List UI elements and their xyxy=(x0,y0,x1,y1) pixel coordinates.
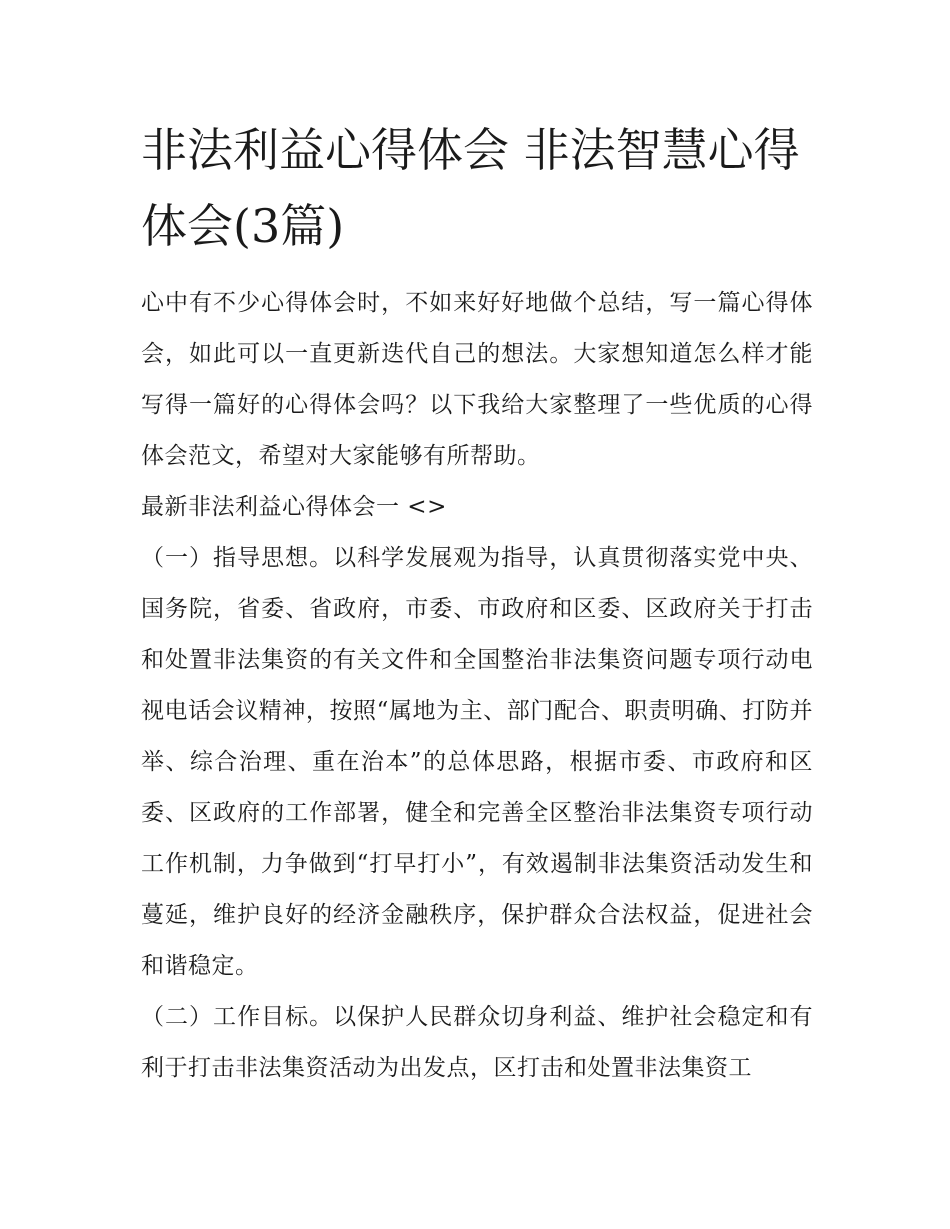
body-paragraph-2: （二）工作目标。以保护人民群众切身利益、维护社会稳定和有利于打击非法集资活动为出发点，区打击和处置非法集资工 xyxy=(141,1004,813,1081)
section-heading: 最新非法利益心得体会一 <> xyxy=(141,494,447,520)
document-page xyxy=(141,112,813,1094)
intro-paragraph: 心中有不少心得体会时，不如来好好地做个总结，写一篇心得体会，如此可以一直更新迭代自己的想法。大家想知道怎么样才能写得一篇好的心得体会吗？以下我给大家整理了一些优质的心得体会范文，希望对大家能够有所帮助。 xyxy=(141,290,813,469)
body-paragraph-1: （一）指导思想。以科学发展观为指导，认真贯彻落实党中央、国务院，省委、省政府，市委、市政府和区委、区政府关于打击和处置非法集资的有关文件和全国整治非法集资问题专项行动电视电话会议精神，按照“属地为主、部门配合、职责明确、打防并举、综合治理、重在治本”的总体思路，根据市委、市政府和区委、区政府的工作部署，健全和完善全区整治非法集资专项行动工作机制，力争做到“打早打小”，有效遏制非法集资活动发生和蔓延，维护良好的经济金融秩序，保护群众合法权益，促进社会和谐稳定。 xyxy=(141,545,813,979)
document-title: 非法利益心得体会 非法智慧心得体会(3篇) xyxy=(141,123,800,253)
